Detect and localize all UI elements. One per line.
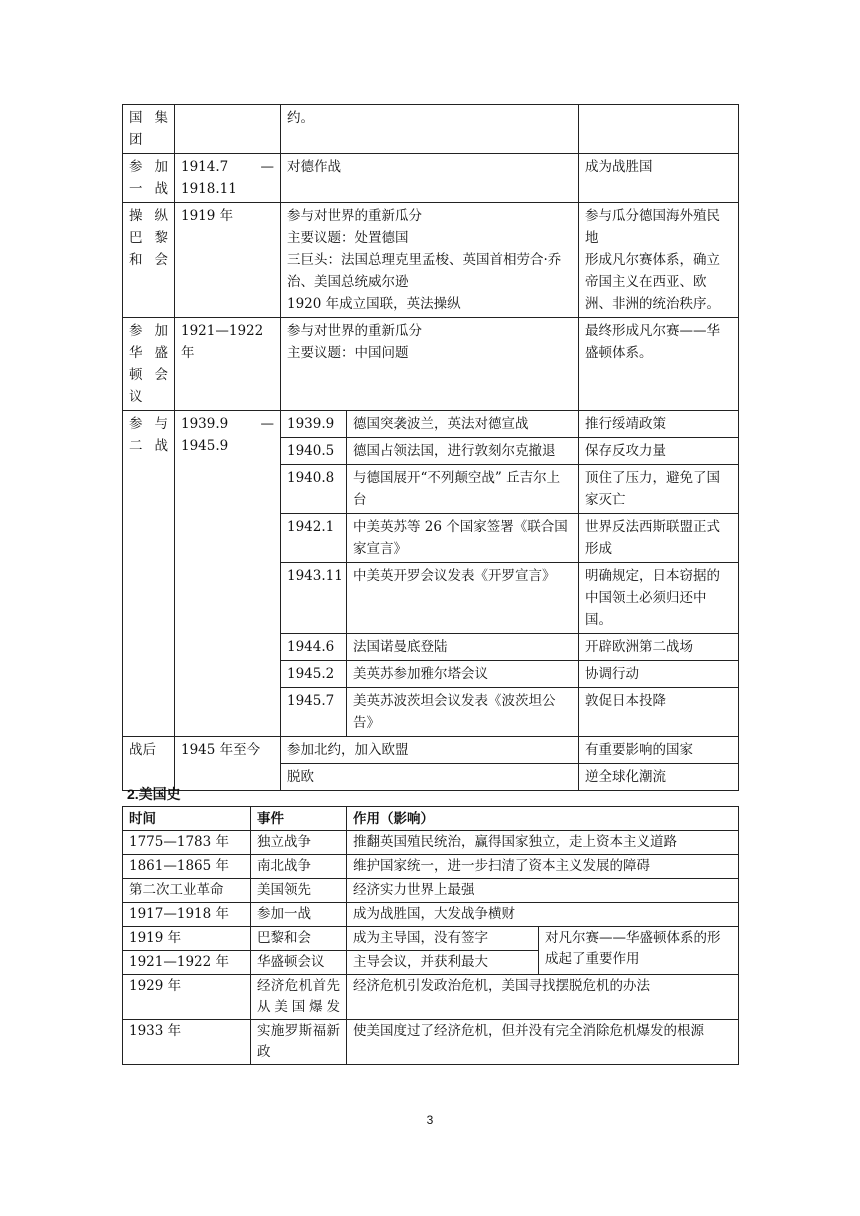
event-cell: 美英苏参加雅尔塔会议	[347, 661, 579, 688]
merged-effect-cell: 对凡尔赛——华盛顿体系的形成起了重要作用	[539, 927, 739, 975]
event-cell: 美国领先	[251, 879, 347, 903]
event-cell: 法国诺曼底登陆	[347, 634, 579, 661]
effect-cell: 协调行动	[579, 661, 739, 688]
effect-cell: 维护国家统一，进一步扫清了资本主义发展的障碍	[347, 855, 739, 879]
stage-cell: 战后	[123, 737, 175, 791]
table-row	[123, 927, 739, 951]
event-cell: 与德国展开“不列颠空战” 丘吉尔上台	[347, 465, 579, 514]
effect-cell: 成为主导国，没有签字	[347, 927, 539, 951]
content-line: 三巨头：法国总理克里孟梭、英国首相劳合·乔治、美国总统威尔逊	[287, 252, 562, 290]
effect-cell: 顶住了压力，避免了国家灭亡	[579, 465, 739, 514]
content-line: 参与对世界的重新瓜分	[287, 208, 422, 224]
effect-cell: 推翻英国殖民统治，赢得国家独立，走上资本主义道路	[347, 831, 739, 855]
content-cell: 对德作战	[281, 154, 579, 203]
table-row	[123, 737, 739, 764]
effect-cell: 最终形成凡尔赛——华盛顿体系。	[579, 318, 739, 411]
event-cell: 华盛顿会议	[251, 951, 347, 975]
effect-cell: 经济危机引发政治危机，美国寻找摆脱危机的办法	[347, 975, 739, 1020]
time-cell: 1775—1783 年	[123, 831, 251, 855]
time-cell: 1933 年	[123, 1020, 251, 1065]
stage-cell: 参与 二战	[123, 411, 175, 737]
date-start: 1939.9	[181, 416, 229, 432]
effect-line: 参与瓜分德国海外殖民地	[585, 208, 720, 246]
content-cell: 参加北约，加入欧盟	[281, 737, 579, 764]
time-cell: 1917—1918 年	[123, 903, 251, 927]
content-cell: 脱欧	[281, 764, 579, 791]
event-cell: 美英苏波茨坦会议发表《波茨坦公告》	[347, 688, 579, 737]
effect-cell: 世界反法西斯联盟正式形成	[579, 514, 739, 563]
event-date-cell: 1940.5	[281, 438, 347, 465]
effect-cell: 使美国度过了经济危机，但并没有完全消除危机爆发的根源	[347, 1020, 739, 1065]
date-dash: —	[260, 159, 274, 175]
time-cell: 1929 年	[123, 975, 251, 1020]
stage-cell: 参 加 华 盛 顿 会 议	[123, 318, 175, 411]
event-date-cell: 1939.9	[281, 411, 347, 438]
time-cell: 1919 年	[123, 927, 251, 951]
table-row	[123, 975, 739, 1020]
event-cell: 实施罗斯福新政	[251, 1020, 347, 1065]
event-cell: 巴黎和会	[251, 927, 347, 951]
event-date-cell: 1943.11	[281, 563, 347, 634]
date-end: 1945.9	[181, 438, 229, 454]
table-row	[123, 411, 739, 438]
table-row	[123, 154, 739, 203]
header-time: 时间	[123, 807, 251, 831]
event-cell: 独立战争	[251, 831, 347, 855]
effect-cell: 成为战胜国	[579, 154, 739, 203]
event-cell: 中美英苏等 26 个国家签署《联合国家宣言》	[347, 514, 579, 563]
effect-line: 形成凡尔赛体系，确立帝国主义在西亚、欧洲、非洲的统治秩序。	[585, 252, 720, 312]
date-end: 1918.11	[181, 181, 237, 197]
time-cell: 1945 年至今	[175, 737, 281, 791]
us-history-table	[122, 806, 739, 1065]
britain-history-table	[122, 104, 739, 791]
effect-cell: 明确规定，日本窃据的中国领土必须归还中国。	[579, 563, 739, 634]
effect-cell: 经济实力世界上最强	[347, 879, 739, 903]
table-row	[123, 879, 739, 903]
time-cell: 1919 年	[175, 203, 281, 318]
event-date-cell: 1945.2	[281, 661, 347, 688]
time-cell	[175, 411, 281, 737]
effect-cell	[579, 203, 739, 318]
event-cell: 南北战争	[251, 855, 347, 879]
stage-cell: 国 集 团	[123, 105, 175, 154]
event-date-cell: 1945.7	[281, 688, 347, 737]
content-cell: 约。	[281, 105, 579, 154]
content-line: 主要议题：处置德国	[287, 230, 409, 246]
effect-cell: 有重要影响的国家	[579, 737, 739, 764]
effect-cell: 开辟欧洲第二战场	[579, 634, 739, 661]
time-cell: 1921—1922 年	[123, 951, 251, 975]
time-cell: 第二次工业革命	[123, 879, 251, 903]
table-row	[123, 831, 739, 855]
time-cell: 1921—1922 年	[175, 318, 281, 411]
date-start: 1914.7	[181, 159, 229, 175]
effect-cell: 推行绥靖政策	[579, 411, 739, 438]
effect-cell: 成为战胜国，大发战争横财	[347, 903, 739, 927]
effect-cell	[579, 105, 739, 154]
effect-cell: 保存反攻力量	[579, 438, 739, 465]
stage-cell: 操 纵 巴 黎 和会	[123, 203, 175, 318]
table-row	[123, 203, 739, 318]
event-cell: 中美英开罗会议发表《开罗宣言》	[347, 563, 579, 634]
effect-cell: 敦促日本投降	[579, 688, 739, 737]
content-line: 主要议题：中国问题	[287, 345, 409, 361]
event-cell: 参加一战	[251, 903, 347, 927]
event-date-cell: 1944.6	[281, 634, 347, 661]
table-row	[123, 1020, 739, 1065]
table-row	[123, 318, 739, 411]
time-cell	[175, 105, 281, 154]
page-number: 3	[426, 1113, 434, 1127]
table-row	[123, 105, 739, 154]
event-date-cell: 1940.8	[281, 465, 347, 514]
event-cell: 德国突袭波兰，英法对德宣战	[347, 411, 579, 438]
content-line: 参与对世界的重新瓜分	[287, 323, 422, 339]
stage-cell: 参 加 一战	[123, 154, 175, 203]
table-row	[123, 903, 739, 927]
section-title: 2.美国史	[127, 786, 181, 802]
header-effect: 作用（影响）	[347, 807, 739, 831]
effect-cell: 逆全球化潮流	[579, 764, 739, 791]
content-cell	[281, 318, 579, 411]
content-line: 1920 年成立国联，英法操纵	[287, 296, 461, 312]
event-date-cell: 1942.1	[281, 514, 347, 563]
event-cell: 经济危机首先从美国爆发	[251, 975, 347, 1020]
content-cell	[281, 203, 579, 318]
time-cell: 1861—1865 年	[123, 855, 251, 879]
event-cell: 德国占领法国，进行敦刻尔克撤退	[347, 438, 579, 465]
effect-cell: 主导会议，并获利最大	[347, 951, 539, 975]
table-row	[123, 855, 739, 879]
table-header-row	[123, 807, 739, 831]
date-dash: —	[260, 416, 274, 432]
time-cell	[175, 154, 281, 203]
header-event: 事件	[251, 807, 347, 831]
